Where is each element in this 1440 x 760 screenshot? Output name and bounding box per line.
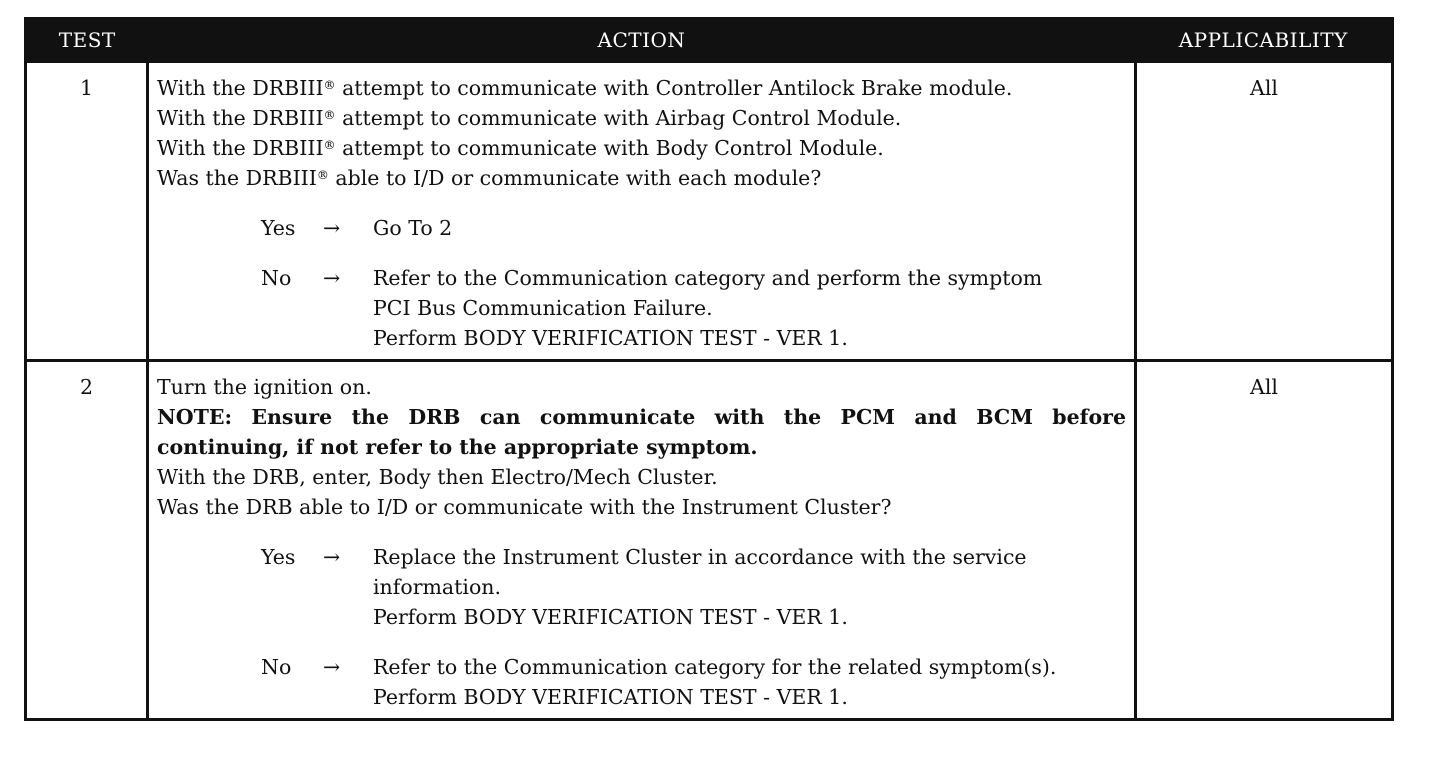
applicability-value: All <box>1136 62 1393 361</box>
table-row <box>26 361 1393 720</box>
header-action: ACTION <box>148 19 1136 62</box>
registered-mark: ® <box>316 168 329 182</box>
arrow-icon: → <box>323 216 341 240</box>
registered-mark: ® <box>323 78 336 92</box>
note-text: NOTE: Ensure the DRB can communicate with the PCM and BCM before continuing, if not refer to the appropriate symptom. <box>157 405 1126 459</box>
arrow-icon: → <box>323 655 341 679</box>
arrow-icon: → <box>323 266 341 290</box>
action-cell <box>148 361 1136 720</box>
applicability-value: All <box>1136 361 1393 720</box>
test-number: 2 <box>26 361 148 720</box>
yes-text: Go To 2 <box>373 216 453 240</box>
registered-mark: ® <box>323 138 336 152</box>
diagnostic-test-table <box>24 17 1394 721</box>
test-number: 1 <box>26 62 148 361</box>
action-line: With the DRBIII® attempt to communicate with Controller Antilock Brake module. <box>157 76 1013 100</box>
action-cell <box>148 62 1136 361</box>
no-label: No <box>261 655 292 679</box>
table-header-row <box>26 19 1393 62</box>
action-line: With the DRBIII® attempt to communicate with Body Control Module. <box>157 136 884 160</box>
yes-text: Replace the Instrument Cluster in accordance with the service information. Perform BODY VERIFICATION TEST - VER 1. <box>373 545 1027 629</box>
action-line: With the DRBIII® attempt to communicate with Airbag Control Module. <box>157 106 902 130</box>
yes-label: Yes <box>261 545 296 569</box>
no-response <box>261 652 1126 712</box>
yes-response <box>261 542 1126 632</box>
no-text: Refer to the Communication category for the related symptom(s). Perform BODY VERIFICATION TEST - VER 1. <box>373 655 1057 709</box>
action-line: Was the DRB able to I/D or communicate with the Instrument Cluster? <box>157 495 892 519</box>
yes-response <box>261 213 1126 243</box>
header-applicability: APPLICABILITY <box>1136 19 1393 62</box>
action-line: Was the DRBIII® able to I/D or communicate with each module? <box>157 166 822 190</box>
no-label: No <box>261 266 292 290</box>
no-response <box>261 263 1126 353</box>
yes-label: Yes <box>261 216 296 240</box>
no-text: Refer to the Communication category and perform the symptom PCI Bus Communication Failure. Perform BODY VERIFICATION TEST - VER 1. <box>373 266 1043 350</box>
header-test: TEST <box>26 19 148 62</box>
action-line: With the DRB, enter, Body then Electro/Mech Cluster. <box>157 465 718 489</box>
action-line: Turn the ignition on. <box>157 375 372 399</box>
table-row <box>26 62 1393 361</box>
arrow-icon: → <box>323 545 341 569</box>
registered-mark: ® <box>323 108 336 122</box>
